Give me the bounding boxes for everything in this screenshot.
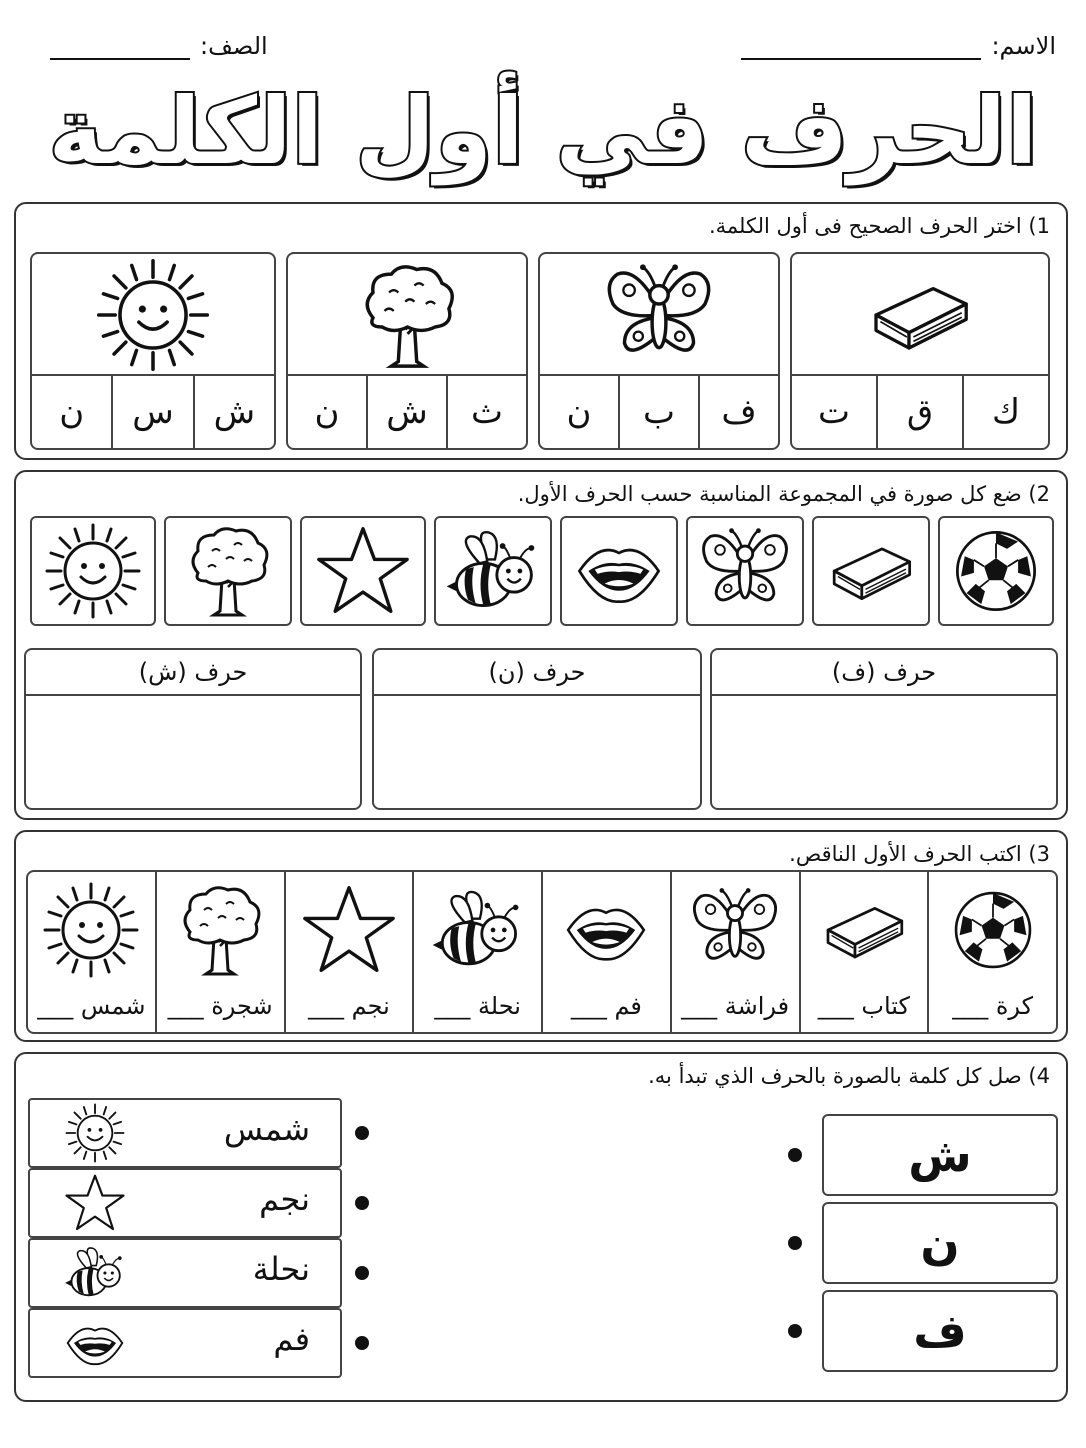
match-word: نحلة (252, 1250, 310, 1288)
letter-option[interactable]: ن (314, 392, 340, 432)
choice-card-butterfly (538, 252, 780, 450)
section4-instruction: 4) صل كل كلمة بالصورة بالحرف الذي تبدأ به. (648, 1064, 1050, 1088)
bee-icon (431, 883, 525, 977)
letter-option[interactable]: س (111, 376, 192, 448)
match-word: فم (273, 1320, 310, 1358)
section-missing-letter (14, 830, 1068, 1042)
word-with-blank[interactable]: نحلة ___ (434, 992, 521, 1020)
choice-card-book (790, 252, 1050, 450)
butterfly-icon (599, 258, 719, 373)
book-icon (850, 260, 990, 370)
star-icon (64, 1172, 126, 1234)
word-connector-dot[interactable] (355, 1196, 369, 1210)
star-icon (301, 882, 397, 978)
sun-icon (94, 256, 212, 374)
word-cell (927, 872, 1056, 1032)
draggable-picture[interactable] (164, 516, 292, 626)
match-letter-box: ش (822, 1114, 1058, 1196)
word-cell (155, 872, 284, 1032)
choice-card-tree (286, 252, 528, 450)
bee-icon (64, 1242, 126, 1304)
letter-option[interactable]: ف (698, 376, 778, 448)
word-with-blank[interactable]: فراشة ___ (681, 992, 790, 1020)
letter-option[interactable]: ت (818, 392, 851, 432)
draggable-picture[interactable] (686, 516, 804, 626)
group-box-sheen[interactable] (24, 648, 362, 810)
book-icon (817, 525, 925, 617)
name-blank-line[interactable] (741, 30, 981, 60)
match-word-box (28, 1098, 342, 1168)
word-connector-dot[interactable] (355, 1266, 369, 1280)
class-label: الصف: (200, 32, 268, 60)
bee-icon (445, 523, 541, 619)
letter-connector-dot[interactable] (788, 1236, 802, 1250)
group-box-noon[interactable] (372, 648, 702, 810)
draggable-picture[interactable] (938, 516, 1054, 626)
name-label: الاسم: (991, 32, 1056, 60)
word-with-blank[interactable]: شمس ___ (37, 992, 146, 1020)
word-with-blank[interactable]: شجرة ___ (167, 992, 273, 1020)
section-match-words (14, 1052, 1068, 1402)
word-with-blank[interactable]: نجم ___ (307, 992, 390, 1020)
word-connector-dot[interactable] (355, 1336, 369, 1350)
match-letter-box: ف (822, 1290, 1058, 1372)
word-cell (541, 872, 670, 1032)
word-cell (28, 872, 155, 1032)
match-word: شمس (223, 1110, 310, 1148)
mouth-icon (558, 887, 654, 973)
star-icon (315, 523, 411, 619)
tree-icon (170, 880, 270, 980)
name-field[interactable] (741, 30, 1056, 60)
word-cell (670, 872, 799, 1032)
draggable-picture[interactable] (30, 516, 156, 626)
draggable-picture[interactable] (812, 516, 930, 626)
tree-icon (350, 258, 465, 373)
section3-instruction: 3) اكتب الحرف الأول الناقص. (789, 842, 1050, 866)
ball-icon (950, 525, 1042, 617)
group-heading: حرف (ن) (374, 650, 700, 696)
letter-option[interactable]: ق (876, 376, 962, 448)
sun-icon (64, 1102, 126, 1164)
match-word-box (28, 1168, 342, 1238)
group-heading: حرف (ش) (26, 650, 360, 696)
word-cell (799, 872, 928, 1032)
match-word-box (28, 1308, 342, 1378)
draggable-picture[interactable] (300, 516, 426, 626)
letter-option[interactable]: ث (446, 376, 526, 448)
match-word-box (28, 1238, 342, 1308)
section2-instruction: 2) ضع كل صورة في المجموعة المناسبة حسب الحرف الأول. (517, 482, 1050, 506)
letter-connector-dot[interactable] (788, 1324, 802, 1338)
butterfly-icon (697, 523, 793, 619)
section1-instruction: 1) اختر الحرف الصحيح فى أول الكلمة. (708, 214, 1050, 238)
draggable-picture[interactable] (560, 516, 678, 626)
match-letter-box: ن (822, 1202, 1058, 1284)
draggable-picture[interactable] (434, 516, 552, 626)
class-blank-line[interactable] (50, 30, 190, 60)
letter-option[interactable]: ش (193, 376, 274, 448)
choice-card-sun (30, 252, 276, 450)
section-sort-pictures (14, 470, 1068, 820)
match-word: نجم (259, 1180, 310, 1218)
word-connector-dot[interactable] (355, 1126, 369, 1140)
missing-letter-row (26, 870, 1058, 1034)
class-field[interactable] (50, 30, 268, 60)
word-cell (412, 872, 541, 1032)
sun-icon (41, 880, 141, 980)
letter-option[interactable]: ك (962, 376, 1048, 448)
word-cell (284, 872, 413, 1032)
page-title: الحرف في أول الكلمة (48, 78, 1038, 185)
letter-option[interactable]: ب (618, 376, 698, 448)
section-choose-letter (14, 202, 1068, 460)
book-icon (814, 885, 914, 975)
word-with-blank[interactable]: كتاب ___ (817, 992, 910, 1020)
letter-option[interactable]: ن (59, 392, 85, 432)
ball-icon (949, 886, 1037, 974)
word-with-blank[interactable]: فم ___ (570, 992, 642, 1020)
mouth-icon (60, 1312, 130, 1374)
letter-option[interactable]: ش (366, 376, 446, 448)
butterfly-icon (688, 883, 782, 977)
group-heading: حرف (ف) (712, 650, 1056, 696)
mouth-icon (569, 526, 669, 616)
sun-icon (43, 521, 143, 621)
letter-option[interactable]: ن (566, 392, 592, 432)
group-box-faa[interactable] (710, 648, 1058, 810)
letter-connector-dot[interactable] (788, 1148, 802, 1162)
word-with-blank[interactable]: كرة ___ (952, 992, 1034, 1020)
tree-icon (178, 521, 278, 621)
